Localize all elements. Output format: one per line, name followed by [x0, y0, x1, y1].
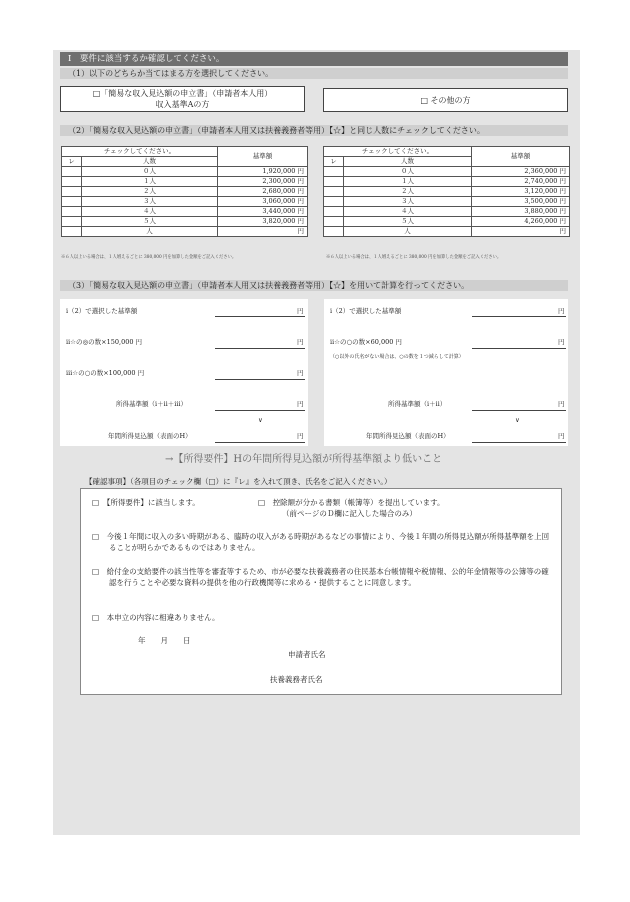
calc-left-line5[interactable] — [215, 442, 305, 443]
calc-right-row5: 年間所得見込額（表面のH） — [366, 432, 450, 440]
table-note-right: ※６人以上いる場合は、１人増えるごとに 380,000 円を加算した金額をご記入ください。 — [326, 255, 502, 260]
check-cell[interactable] — [62, 177, 82, 187]
calc-left-line4[interactable] — [215, 410, 305, 411]
less-than-mark: ∨ — [258, 416, 263, 424]
people-col-header: 人数 — [82, 157, 218, 167]
people-cell: ０人 — [82, 167, 218, 177]
check-cell[interactable] — [324, 197, 344, 207]
amount-cell: 3,440,000 円 — [218, 207, 308, 217]
people-cell: ５人 — [82, 217, 218, 227]
table-row — [62, 197, 308, 207]
calc-right-line1[interactable] — [472, 316, 566, 317]
table-row — [324, 187, 570, 197]
people-cell: １人 — [344, 177, 472, 187]
confirm-item-no-discrepancy[interactable]: □ 本申立の内容に相違ありません。 — [92, 613, 220, 622]
table-row — [324, 207, 570, 217]
calc-box-right — [324, 299, 568, 446]
check-cell[interactable] — [62, 227, 82, 237]
people-cell: ３人 — [344, 197, 472, 207]
confirm-item-deduction-note: （前ページのＤ欄に記入した場合のみ） — [282, 509, 417, 518]
q3-title: （3）「簡易な収入見込額の申立書」（申請者本人用又は扶養義務者等用）【☆】を用いて計算を行ってください。 — [60, 280, 568, 291]
amount-cell: 3,060,000 円 — [218, 197, 308, 207]
calc-left-row1: ⅰ（2）で選択した基準額 — [66, 307, 138, 315]
standard-header: 基準額 — [472, 147, 570, 167]
check-col-header: レ — [324, 157, 344, 167]
check-col-header: レ — [62, 157, 82, 167]
calc-right-line5[interactable] — [472, 442, 566, 443]
table-row — [62, 187, 308, 197]
check-header: チェックしてください。 — [62, 147, 218, 157]
yen: 円 — [558, 338, 565, 346]
calc-left-row3: ⅲ☆の○の数×100,000 円 — [66, 369, 145, 377]
people-cell: ４人 — [344, 207, 472, 217]
confirm-item-future-income[interactable]: □ 今後１年間に収入の多い時期がある、臨時の収入がある時期があるなどの事情により、今後１年間の所得見込額が所得基準額を上回ることが明らかであるものではありません。 — [92, 532, 550, 552]
check-cell[interactable] — [62, 187, 82, 197]
check-cell[interactable] — [62, 217, 82, 227]
confirm-item-consent[interactable]: □ 給付金の支給要件の該当性等を審査等するため、市が必要な扶養義務者の住民基本台帳情報や税情報、公的年金情報等の公簿等の確認を行うことや必要な資料の提供を他の行政機関等に求める・提供することに同意します。 — [92, 567, 549, 587]
calc-left-line2[interactable] — [215, 348, 305, 349]
table-row — [62, 167, 308, 177]
people-col-header: 人数 — [344, 157, 472, 167]
yen: 円 — [558, 432, 565, 440]
amount-cell: 2,300,000 円 — [218, 177, 308, 187]
amount-cell: 円 — [472, 227, 570, 237]
calc-right-line4[interactable] — [472, 410, 566, 411]
check-cell[interactable] — [324, 167, 344, 177]
table-row — [324, 197, 570, 207]
q1-title: （1）以下のどちらか当てはまる方を選択してください。 — [60, 68, 568, 79]
table-row — [62, 177, 308, 187]
check-cell[interactable] — [324, 217, 344, 227]
table-row — [62, 217, 308, 227]
check-cell[interactable] — [324, 187, 344, 197]
income-requirement-line: →【所得要件】Hの年間所得見込額が所得基準額より低いこと — [165, 454, 443, 465]
table-row — [324, 217, 570, 227]
check-cell[interactable] — [62, 207, 82, 217]
supporter-name-label: 扶養義務者氏名 — [270, 675, 323, 684]
amount-cell: 2,680,000 円 — [218, 187, 308, 197]
amount-cell: 3,820,000 円 — [218, 217, 308, 227]
check-cell[interactable] — [324, 227, 344, 237]
calc-right-row4: 所得基準額（ⅰ＋ⅱ） — [388, 400, 447, 408]
option-a-box[interactable] — [60, 86, 305, 112]
standard-table-left — [61, 146, 308, 237]
option-b-box[interactable] — [323, 88, 568, 112]
people-cell: ２人 — [82, 187, 218, 197]
calc-right-line2[interactable] — [472, 348, 566, 349]
table-row — [324, 177, 570, 187]
applicant-name-label: 申請者氏名 — [288, 650, 326, 659]
amount-cell: 円 — [218, 227, 308, 237]
yen: 円 — [558, 307, 565, 315]
calc-left-line3[interactable] — [215, 379, 305, 380]
option-a-line2: 収入基準Aの方 — [155, 100, 210, 109]
yen: 円 — [297, 400, 304, 408]
table-row — [324, 167, 570, 177]
check-cell[interactable] — [324, 207, 344, 217]
confirm-item-income-requirement[interactable]: □ 【所得要件】に該当します。 — [92, 498, 200, 507]
yen: 円 — [297, 369, 304, 377]
option-b-label: □ その他の方 — [420, 95, 471, 105]
standard-table-right — [323, 146, 570, 237]
standard-header: 基準額 — [218, 147, 308, 167]
people-cell: ３人 — [82, 197, 218, 207]
people-cell: ０人 — [344, 167, 472, 177]
yen: 円 — [297, 307, 304, 315]
confirm-box — [80, 488, 562, 695]
yen: 円 — [558, 400, 565, 408]
yen: 円 — [297, 338, 304, 346]
yen: 円 — [297, 432, 304, 440]
people-cell: ４人 — [82, 207, 218, 217]
people-cell: 人 — [82, 227, 218, 237]
people-cell: １人 — [82, 177, 218, 187]
check-cell[interactable] — [324, 177, 344, 187]
people-cell: ５人 — [344, 217, 472, 227]
confirm-heading: 【確認事項】（各項目のチェック欄（□）に『レ』を入れて頂き、氏名をご記入ください。） — [85, 477, 392, 486]
amount-cell: 3,500,000 円 — [472, 197, 570, 207]
calc-right-row1: ⅰ（2）で選択した基準額 — [330, 307, 402, 315]
section-title: Ⅰ 要件に該当するか確認してください。 — [60, 52, 568, 66]
calc-left-row4: 所得基準額（ⅰ＋ⅱ＋ⅲ） — [116, 400, 187, 408]
table-note-left: ※６人以上いる場合は、１人増えるごとに 380,000 円を加算した金額をご記入ください。 — [61, 255, 237, 260]
calc-left-line1[interactable] — [215, 316, 305, 317]
option-a-line1: □「簡易な収入見込額の申立書」（申請者本人用） — [92, 89, 273, 98]
check-cell[interactable] — [62, 167, 82, 177]
check-cell[interactable] — [62, 197, 82, 207]
less-than-mark: ∨ — [515, 416, 520, 424]
calc-left-row5: 年間所得見込額（表面のH） — [108, 432, 192, 440]
table-row — [62, 227, 308, 237]
amount-cell: 1,920,000 円 — [218, 167, 308, 177]
amount-cell: 2,360,000 円 — [472, 167, 570, 177]
amount-cell: 3,880,000 円 — [472, 207, 570, 217]
calc-right-row2: ⅱ☆の○の数×60,000 円 — [330, 338, 402, 346]
table-row — [62, 207, 308, 217]
calc-left-row2: ⅱ☆の◎の数×150,000 円 — [66, 338, 143, 346]
confirm-item-deduction-docs[interactable]: □ 控除額が分かる書類（帳簿等）を提出しています。 — [258, 498, 445, 507]
people-cell: 人 — [344, 227, 472, 237]
q2-title: （2）「簡易な収入見込額の申立書」（申請者本人用又は扶養義務者等用）【☆】と同じ人数にチェックしてください。 — [60, 125, 568, 136]
calc-right-note: （○以外の氏名がない場合は、○の数を１つ減らして計算） — [330, 354, 464, 360]
table-row — [324, 227, 570, 237]
amount-cell: 2,740,000 円 — [472, 177, 570, 187]
check-header: チェックしてください。 — [324, 147, 472, 157]
people-cell: ２人 — [344, 187, 472, 197]
amount-cell: 3,120,000 円 — [472, 187, 570, 197]
amount-cell: 4,260,000 円 — [472, 217, 570, 227]
date-field[interactable]: 年 月 日 — [138, 636, 191, 645]
